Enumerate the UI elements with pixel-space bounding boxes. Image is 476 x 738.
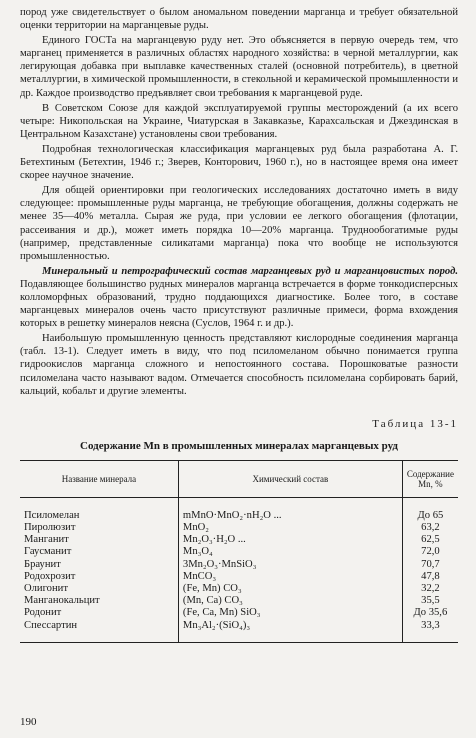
table-row [20, 571, 458, 583]
mineral-name: Родонит [20, 607, 178, 619]
mn-content: 32,2 [421, 582, 440, 594]
mineral-name: Манганокальцит [20, 595, 178, 607]
paragraph: пород уже свидетельствует о былом аномальном поведении марганца и требует обязательной оценки территории на марганцевые руды. [20, 7, 458, 32]
table-row [20, 522, 458, 534]
table-number: Таблица 13-1 [372, 417, 458, 430]
paragraph: Единого ГОСТа на марганцевую руду нет. Это объясняется в первую очередь тем, что марганец применяется в различных областях народного хозяйства: в черной металлургии, как легирующая добавка при выплавке качественных сталей (основной потребитель), в цветной металлургии, в химической промышленности, в стекольной и керамической промышленности и др. Каждое производство предъявляет свои требования к марганцевой руде. [20, 35, 458, 99]
mn-content: 72,0 [421, 546, 440, 558]
section-lead: Минеральный и петрографический состав марганцевых руд и марганцовистых пород. [42, 265, 458, 277]
paragraph-body: Подавляющее большинство рудных минералов марганца встречается в форме тонкодисперсных колломорфных образований, трудно поддающихся диагностике. Более того, в составе марганцевых минералов очень часто присутствуют различные примеси, форма вхождения которых в решетку минералов неясна (Суслов, 1964 г. и др.). [20, 278, 458, 330]
chemical-formula: 3Mn₂O₃·MnSiO₃ [178, 559, 402, 571]
mn-content: 33,3 [402, 620, 458, 643]
mineral-name: Спессартин [20, 620, 178, 643]
table-title: Содержание Mn в промышленных минералах марганцевых руд [80, 439, 398, 452]
mineral-name: Родохрозит [20, 571, 178, 583]
paragraph-mineral [20, 265, 458, 330]
table-row [20, 607, 458, 619]
chemical-formula: MnCO₃ [178, 571, 402, 583]
table-header-row [20, 460, 458, 497]
mn-content: До 65 [417, 509, 444, 521]
header-mineral-name: Название минерала [20, 460, 178, 497]
header-chemical-composition: Химический состав [178, 460, 402, 497]
chemical-formula: (Fe, Ca, Mn) SiO₃ [178, 607, 402, 619]
chemical-formula: mMnO·MnO₂·nH₂O ... [178, 497, 402, 522]
page-body [20, 6, 458, 643]
mn-content: До 35,6 [413, 607, 448, 619]
chemical-formula: (Fe, Mn) CO₃ [178, 583, 402, 595]
table-row [20, 534, 458, 546]
mn-content: 47,8 [421, 570, 440, 582]
chemical-formula: Mn₂O₃·H₂O ... [178, 534, 402, 546]
paragraph: Для общей ориентировки при геологических исследованиях достаточно иметь в виду следующее: промышленные руды марганца, не требующие обогащения, должны содержать не менее 35—40% металла. Сырая же руда, при условии ее легкого обогащения (флотации, рассеивания и др.), может иметь порядка 10—20% марганца. Труднообогатимые руды (например, представленные силикатами марганца) пока что вообще не используются промышленностью. [20, 185, 458, 262]
minerals-table [20, 460, 458, 643]
table-row [20, 595, 458, 607]
table-row [20, 583, 458, 595]
chemical-formula: (Mn, Ca) CO₃ [178, 595, 402, 607]
paragraph: Подробная технологическая классификация марганцевых руд была разработана А. Г. Бетехтиным (Бетехтин, 1946 г.; Зверев, Конторович, 1960 г.), но в настоящее время она имеет скорее научное значение. [20, 143, 458, 182]
mn-content: 62,5 [421, 534, 440, 546]
mineral-name: Пиролюзит [20, 522, 178, 534]
paragraph: В Советском Союзе для каждой эксплуатируемой группы месторождений (а их всего четыре: Никопольская на Украине, Чиатурская в Закавказье, Карахсальская и Джездинская в Центральном Казахстане) установлены свои требования. [20, 102, 458, 140]
mn-content: 70,7 [421, 558, 440, 570]
page-number: 190 [20, 716, 37, 728]
chemical-formula: MnO₂ [178, 522, 402, 534]
table-row [20, 620, 458, 643]
paragraph: Наибольшую промышленную ценность представляют кислородные соединения марганца (табл. 13-1). Следует иметь в виду, что под псиломеланом обычно понимается группа гидроокислов марганца сложного и непостоянного состава. Порошковатые разности псиломелана часто называют вадом. Отмечается способность псиломелана сорбировать барий, кальций, кобальт и другие элементы. [20, 333, 458, 397]
table-row [20, 546, 458, 558]
mn-content: 63,2 [421, 521, 440, 533]
mineral-name: Манганит [20, 534, 178, 546]
mineral-name: Браунит [20, 559, 178, 571]
table-row [20, 559, 458, 571]
table-row [20, 497, 458, 522]
mineral-name: Олигонит [20, 583, 178, 595]
chemical-formula: Mn₃Al₂·(SiO₄)₃ [178, 620, 402, 643]
chemical-formula: Mn₃O₄ [178, 546, 402, 558]
header-mn-content: Содержание Mn, % [402, 460, 458, 497]
mineral-name: Псиломелан [20, 497, 178, 522]
mineral-name: Гаусманит [20, 546, 178, 558]
mn-content: 35,5 [421, 595, 440, 607]
